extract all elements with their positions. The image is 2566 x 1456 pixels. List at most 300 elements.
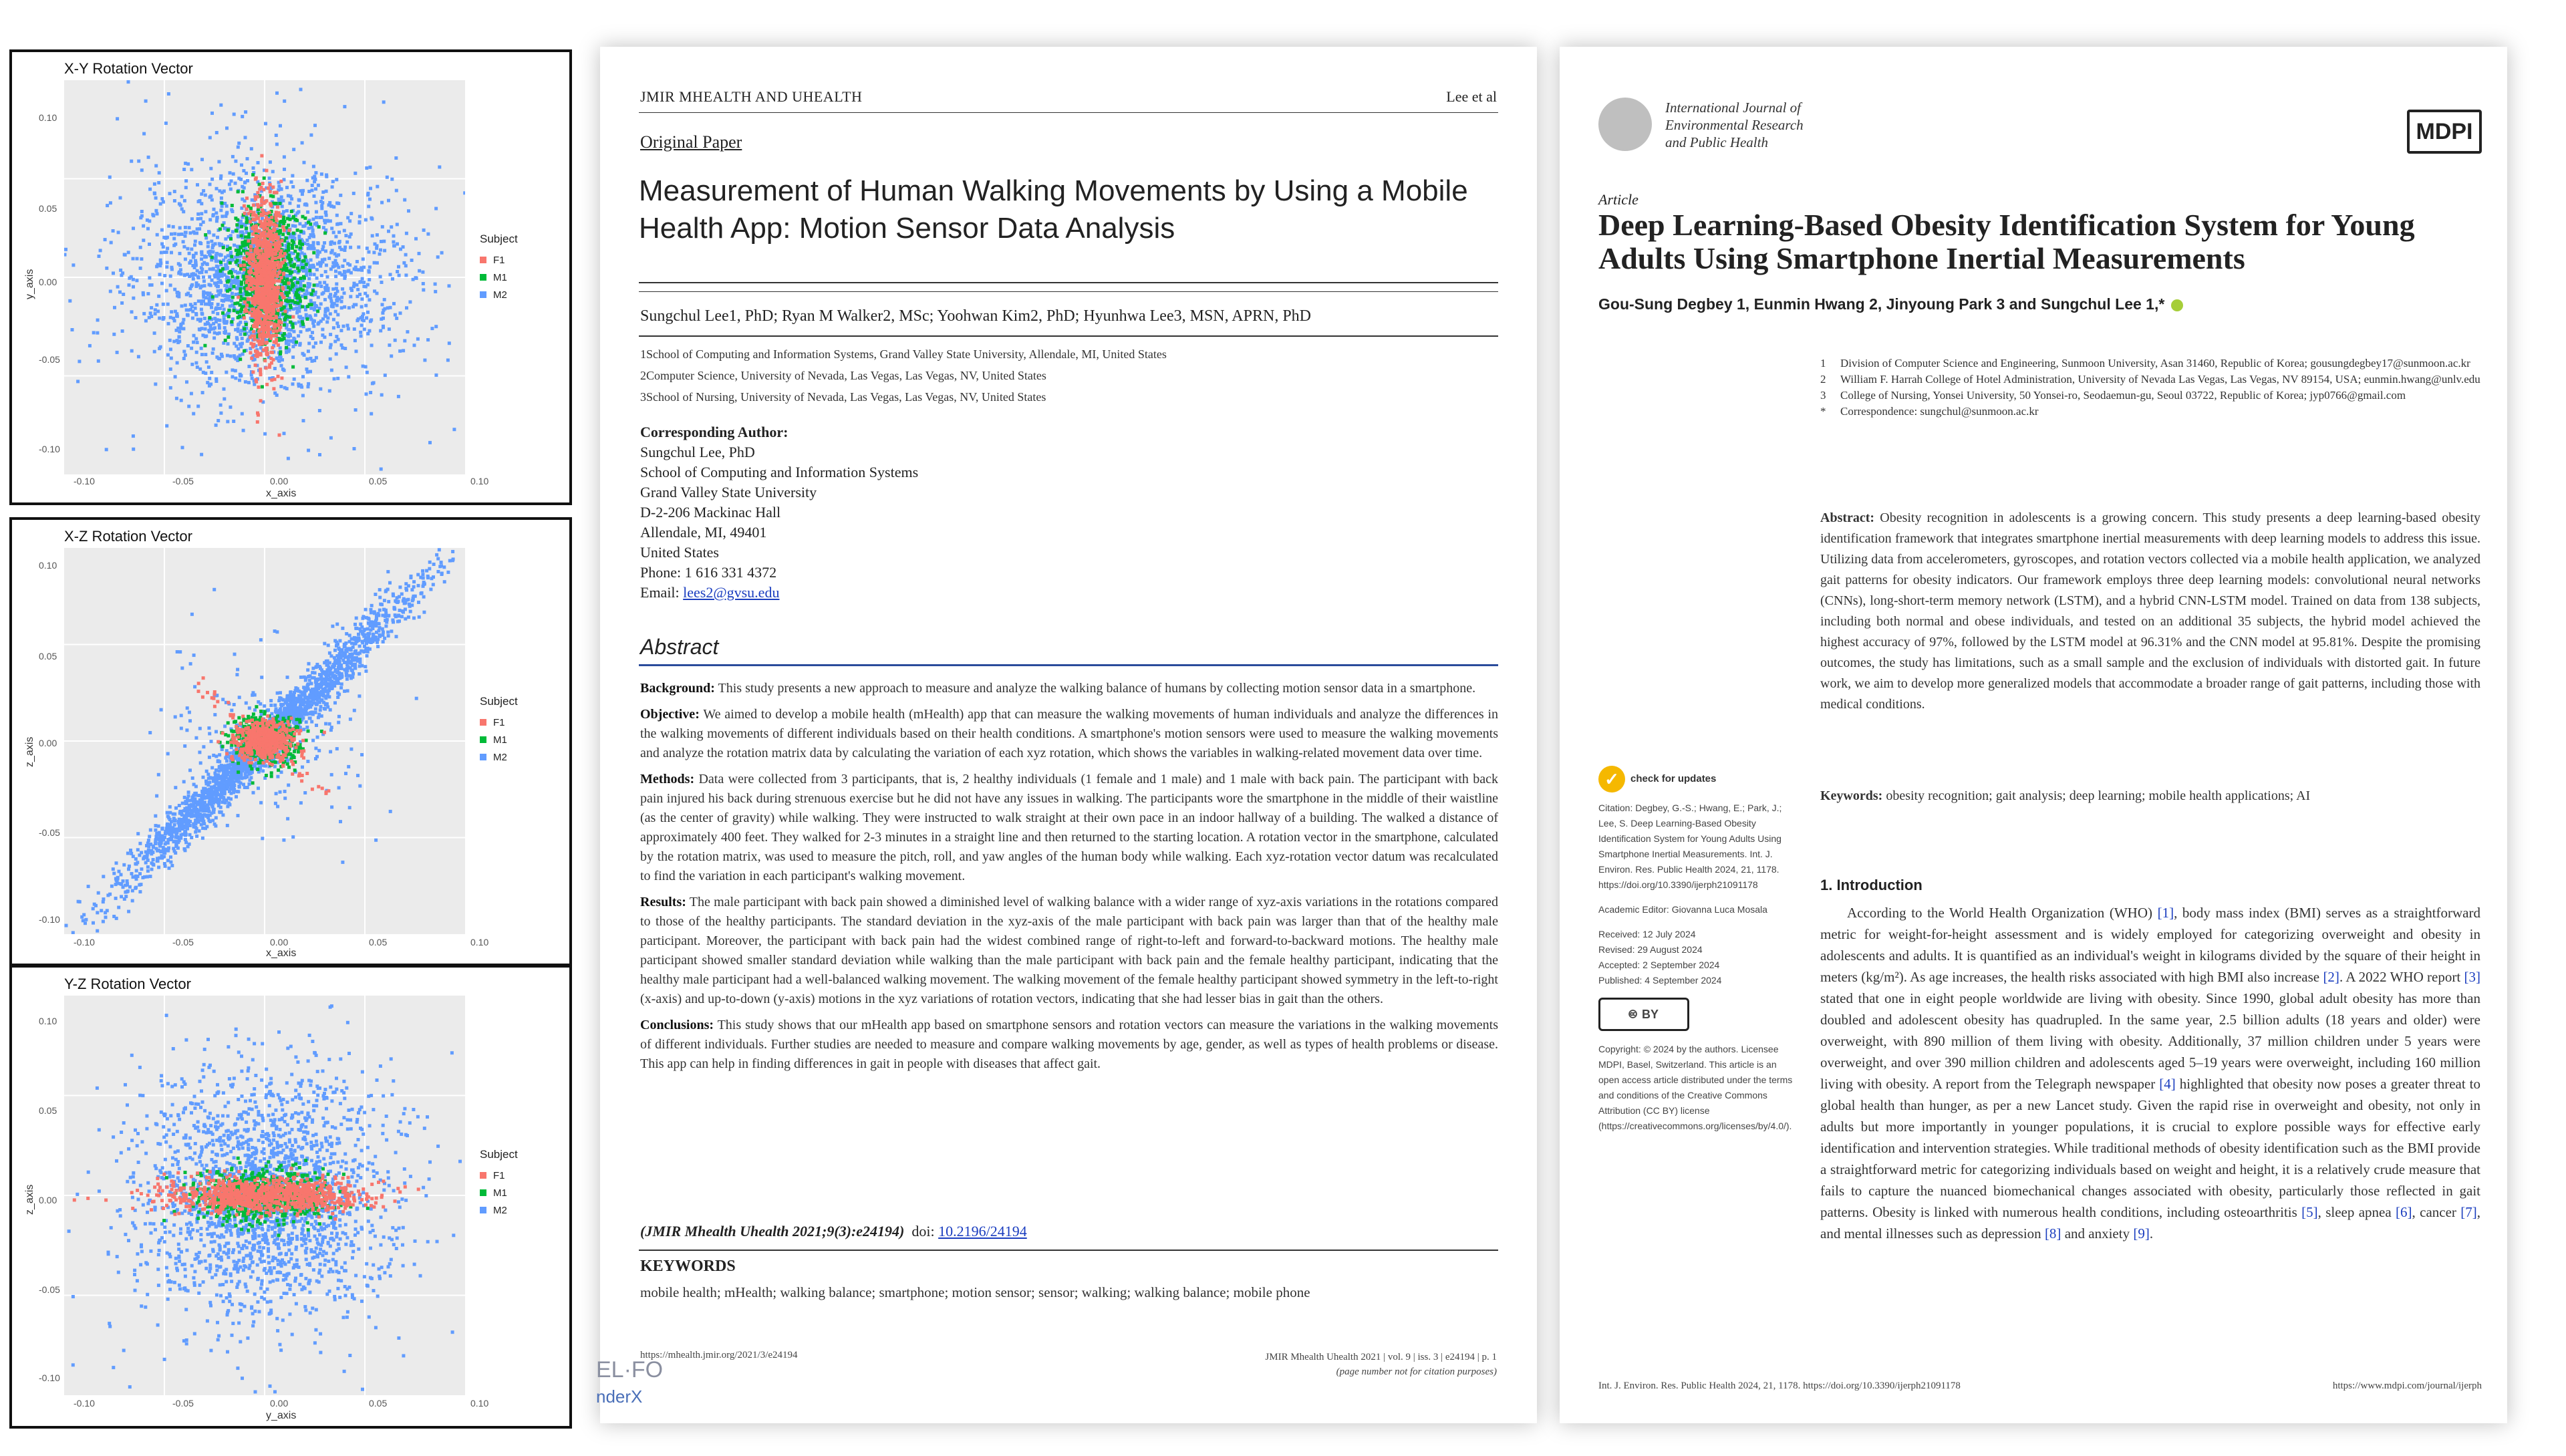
data-point-m2 (82, 913, 86, 917)
data-point-m2 (335, 623, 339, 626)
data-point-m2 (184, 179, 188, 182)
data-point-m2 (273, 392, 277, 395)
data-point-m2 (92, 907, 95, 910)
data-point-m2 (320, 172, 323, 176)
data-point-m2 (314, 341, 317, 345)
data-point-f1 (249, 245, 253, 249)
data-point-m2 (355, 627, 358, 630)
data-point-f1 (254, 198, 257, 201)
data-point-f1 (251, 218, 255, 221)
data-point-m2 (323, 241, 326, 245)
data-point-m2 (213, 326, 217, 329)
data-point-f1 (265, 250, 268, 253)
data-point-m2 (398, 349, 402, 353)
data-point-m2 (138, 890, 142, 893)
data-point-m2 (430, 327, 434, 330)
data-point-m2 (178, 263, 182, 267)
data-point-m2 (383, 298, 386, 301)
data-point-m2 (321, 190, 325, 194)
data-point-m2 (353, 339, 357, 342)
data-point-m2 (109, 290, 112, 293)
data-point-m2 (318, 251, 321, 254)
data-point-m2 (355, 295, 359, 298)
data-point-m2 (397, 395, 400, 398)
data-point-m2 (440, 564, 443, 567)
data-point-m2 (297, 210, 301, 214)
data-point-m2 (315, 268, 319, 271)
data-point-m2 (349, 233, 353, 236)
data-point-m2 (221, 813, 225, 817)
data-point-m2 (182, 210, 185, 213)
data-point-m2 (315, 277, 319, 280)
data-point-m1 (309, 223, 312, 226)
data-point-m1 (203, 344, 206, 347)
data-point-m2 (238, 271, 241, 274)
data-point-m2 (305, 357, 309, 361)
data-point-m1 (295, 219, 299, 223)
data-point-m2 (325, 284, 329, 287)
legend-swatch (480, 291, 486, 298)
data-point-f1 (249, 249, 253, 252)
data-point-f1 (278, 434, 281, 437)
data-point-m2 (212, 208, 216, 211)
data-point-m2 (362, 629, 366, 632)
data-point-m1 (283, 337, 286, 340)
data-point-m2 (283, 155, 286, 158)
data-point-m1 (293, 250, 297, 253)
data-point-m2 (206, 303, 210, 306)
y-tick: 0.05 (39, 203, 57, 214)
data-point-m2 (320, 216, 323, 219)
data-point-f1 (269, 202, 273, 206)
data-point-m2 (182, 357, 186, 360)
data-point-m2 (178, 252, 182, 255)
data-point-m2 (231, 210, 234, 213)
data-point-m2 (368, 298, 371, 301)
data-point-m2 (64, 248, 67, 251)
data-point-m2 (438, 548, 441, 551)
data-point-m2 (292, 235, 295, 239)
data-point-m2 (361, 315, 364, 318)
data-point-m2 (223, 326, 227, 329)
data-point-f1 (275, 316, 278, 319)
data-point-m2 (202, 371, 205, 374)
data-point-m2 (422, 229, 426, 232)
data-point-m2 (309, 307, 313, 310)
data-point-m2 (165, 424, 168, 428)
x-axis-label: x_axis (266, 488, 297, 499)
data-point-m1 (278, 224, 281, 227)
data-point-m2 (367, 192, 370, 195)
data-point-m1 (261, 385, 264, 388)
data-point-m2 (187, 790, 190, 794)
data-point-m2 (320, 274, 323, 277)
data-point-m2 (364, 304, 368, 307)
data-point-m2 (275, 92, 279, 95)
data-point-m2 (297, 237, 301, 240)
data-point-m2 (337, 325, 340, 328)
data-point-m2 (221, 214, 224, 218)
data-point-m2 (336, 313, 339, 317)
data-point-m2 (137, 355, 140, 358)
data-point-m2 (242, 429, 245, 432)
data-point-m2 (150, 315, 153, 318)
data-point-m2 (188, 843, 191, 846)
data-point-m2 (384, 625, 388, 628)
data-point-m2 (315, 702, 319, 705)
data-point-f1 (249, 210, 253, 213)
data-point-f1 (270, 216, 273, 219)
data-point-m2 (355, 349, 358, 353)
data-point-m1 (286, 256, 289, 259)
data-point-m2 (219, 404, 223, 407)
data-point-f1 (265, 199, 268, 202)
data-point-m2 (418, 269, 421, 273)
legend-label: F1 (493, 254, 505, 266)
data-point-f1 (279, 252, 282, 255)
data-point-m2 (158, 317, 161, 320)
data-point-m2 (381, 225, 384, 229)
data-point-m2 (220, 196, 223, 200)
data-point-m2 (309, 259, 313, 262)
data-point-m2 (362, 257, 365, 261)
data-point-m2 (236, 337, 239, 341)
data-point-f1 (283, 229, 286, 232)
data-point-f1 (280, 276, 283, 279)
data-point-m2 (157, 181, 160, 184)
data-point-f1 (251, 301, 255, 305)
data-point-m1 (226, 280, 229, 283)
data-point-m2 (285, 186, 289, 189)
data-point-m2 (365, 392, 368, 396)
data-point-m2 (231, 292, 234, 295)
data-point-m2 (244, 380, 247, 384)
data-point-m2 (132, 855, 135, 858)
data-point-m2 (357, 633, 360, 636)
data-point-m2 (404, 582, 408, 585)
data-point-m2 (319, 285, 323, 288)
data-point-m2 (194, 302, 197, 305)
data-point-f1 (249, 221, 252, 224)
data-point-m2 (241, 115, 244, 118)
data-point-m2 (206, 241, 210, 245)
data-point-m2 (226, 354, 229, 357)
data-point-m1 (283, 318, 287, 321)
data-point-m2 (380, 281, 384, 284)
data-point-m2 (215, 211, 218, 214)
data-point-m1 (290, 271, 293, 274)
data-point-f1 (255, 214, 258, 218)
data-point-f1 (268, 322, 271, 325)
data-point-m2 (130, 310, 134, 313)
data-point-m2 (189, 259, 192, 263)
data-point-m2 (169, 855, 172, 859)
data-point-m2 (298, 198, 301, 202)
data-point-m2 (235, 795, 238, 798)
data-point-m1 (279, 229, 282, 232)
data-point-m2 (206, 245, 210, 249)
data-point-m2 (131, 899, 134, 903)
data-point-m2 (336, 377, 339, 380)
data-point-m2 (216, 318, 219, 321)
data-point-m2 (121, 271, 124, 275)
data-point-m2 (305, 268, 308, 271)
data-point-m1 (237, 249, 241, 252)
data-point-f1 (275, 191, 279, 194)
data-point-m2 (379, 275, 382, 279)
data-point-m2 (194, 337, 198, 341)
data-point-m2 (394, 339, 397, 342)
data-point-m2 (194, 285, 198, 288)
data-point-f1 (274, 252, 277, 255)
data-point-f1 (243, 268, 246, 271)
data-point-m2 (170, 310, 173, 313)
data-point-m2 (196, 212, 200, 216)
data-point-m2 (169, 316, 172, 319)
data-point-m2 (329, 219, 332, 223)
data-point-m2 (212, 233, 215, 237)
data-point-m1 (251, 173, 255, 176)
data-point-m2 (173, 199, 176, 202)
data-point-m2 (157, 295, 160, 298)
data-point-m2 (206, 381, 209, 384)
data-point-m2 (345, 632, 348, 635)
data-point-f1 (255, 299, 258, 303)
data-point-m2 (311, 176, 315, 180)
data-point-m1 (247, 293, 250, 296)
data-point-m1 (242, 249, 245, 253)
plot-panel (64, 548, 465, 934)
data-point-m2 (361, 277, 364, 281)
data-point-m1 (221, 224, 225, 227)
legend-label: M1 (493, 271, 507, 283)
data-point-f1 (277, 271, 281, 275)
data-point-m2 (335, 214, 339, 217)
data-point-m2 (251, 377, 254, 380)
data-point-m2 (368, 198, 372, 201)
data-point-f1 (275, 341, 278, 345)
data-point-m2 (380, 240, 383, 243)
data-point-m2 (216, 312, 219, 315)
data-point-m2 (324, 211, 327, 214)
data-point-f1 (272, 358, 275, 361)
data-point-m2 (122, 885, 125, 889)
data-point-m2 (247, 782, 251, 786)
data-point-f1 (259, 373, 263, 376)
data-point-f1 (256, 203, 259, 206)
data-point-m2 (422, 288, 425, 291)
data-point-m1 (222, 246, 225, 249)
data-point-m2 (167, 322, 170, 325)
data-point-f1 (272, 329, 275, 333)
data-point-m2 (113, 306, 116, 309)
data-point-m2 (329, 436, 333, 440)
data-point-m2 (313, 124, 317, 127)
data-point-m2 (432, 563, 436, 566)
data-point-m2 (229, 188, 233, 191)
data-point-f1 (266, 303, 269, 307)
data-point-m2 (209, 194, 212, 198)
data-point-m2 (68, 299, 72, 303)
data-point-m2 (215, 265, 219, 268)
data-point-m2 (204, 327, 207, 331)
data-point-m2 (116, 117, 119, 120)
data-point-m2 (202, 279, 206, 283)
data-point-m2 (301, 394, 305, 398)
data-point-m2 (351, 305, 355, 309)
data-point-m1 (293, 263, 296, 266)
data-point-m2 (233, 244, 236, 247)
data-point-m2 (232, 172, 235, 176)
data-point-m2 (434, 207, 438, 210)
data-point-m2 (366, 295, 369, 298)
data-point-m2 (434, 374, 438, 377)
data-point-m2 (241, 412, 244, 416)
data-point-m2 (434, 325, 438, 328)
data-point-m2 (117, 231, 120, 234)
data-point-m2 (167, 92, 170, 96)
data-point-m2 (268, 176, 271, 180)
data-point-m2 (183, 199, 186, 202)
data-point-m2 (192, 231, 195, 234)
data-point-m2 (212, 311, 215, 314)
data-point-m2 (163, 862, 166, 865)
data-point-m2 (372, 381, 376, 384)
legend-title: Subject (480, 233, 518, 245)
data-point-m1 (290, 210, 293, 213)
data-point-m2 (215, 259, 218, 263)
data-point-m2 (170, 268, 174, 271)
data-point-m2 (309, 273, 312, 276)
data-point-m2 (212, 322, 215, 325)
data-point-m2 (370, 412, 373, 416)
data-point-m2 (346, 270, 349, 273)
data-point-m2 (180, 323, 183, 326)
data-point-m1 (310, 293, 313, 296)
data-point-m1 (303, 284, 306, 287)
data-point-m2 (354, 408, 358, 412)
data-point-m2 (215, 380, 218, 383)
data-point-f1 (253, 343, 256, 346)
data-point-m2 (422, 611, 426, 614)
data-point-m2 (190, 168, 193, 171)
data-point-m2 (159, 202, 162, 206)
data-point-m2 (152, 858, 155, 861)
data-point-m2 (301, 375, 305, 378)
data-point-m2 (237, 146, 240, 149)
data-point-m2 (170, 251, 173, 255)
data-point-m2 (417, 601, 420, 604)
data-point-m2 (404, 253, 408, 257)
data-point-m2 (342, 325, 345, 328)
data-point-m2 (312, 345, 315, 349)
data-point-m1 (236, 253, 239, 256)
data-point-m2 (224, 331, 227, 335)
data-point-m2 (405, 232, 408, 235)
data-point-m2 (190, 392, 193, 396)
data-point-m2 (345, 241, 349, 244)
data-point-m2 (380, 201, 384, 204)
data-point-m2 (252, 166, 255, 170)
data-point-m2 (312, 325, 315, 328)
data-point-m2 (173, 319, 176, 323)
data-point-m2 (169, 347, 172, 351)
data-point-m2 (344, 234, 347, 237)
data-point-f1 (273, 326, 276, 329)
data-point-m2 (335, 223, 339, 226)
data-point-m2 (409, 610, 412, 613)
data-point-m2 (208, 136, 212, 140)
data-point-m2 (139, 246, 142, 249)
data-point-m2 (241, 198, 244, 201)
data-point-m2 (186, 313, 189, 317)
data-point-m2 (168, 811, 172, 815)
data-point-m2 (325, 315, 328, 318)
data-point-m2 (339, 329, 343, 332)
data-point-f1 (267, 281, 270, 284)
data-point-m2 (422, 595, 426, 599)
data-point-m2 (307, 349, 310, 353)
data-point-m2 (336, 696, 339, 699)
data-point-m2 (241, 769, 245, 772)
data-point-m2 (208, 299, 211, 303)
data-point-m2 (426, 338, 430, 341)
data-point-m2 (231, 230, 235, 233)
data-point-m1 (233, 309, 236, 312)
data-point-m2 (205, 360, 208, 363)
data-point-m2 (204, 237, 208, 240)
data-point-f1 (256, 420, 259, 424)
data-point-m2 (348, 263, 351, 267)
data-point-m2 (335, 335, 338, 338)
data-point-m2 (210, 371, 213, 374)
data-point-m1 (313, 283, 316, 287)
data-point-m2 (132, 285, 135, 289)
data-point-f1 (256, 355, 259, 358)
data-point-m1 (301, 289, 305, 292)
data-point-m2 (195, 232, 198, 235)
data-point-m2 (169, 275, 172, 278)
data-point-m1 (240, 283, 243, 286)
data-point-m2 (198, 241, 202, 245)
data-point-m2 (281, 358, 284, 361)
data-point-f1 (282, 255, 285, 258)
data-point-f1 (262, 253, 265, 256)
data-point-m2 (372, 633, 375, 636)
plot-panel (64, 80, 465, 474)
data-point-m1 (297, 301, 300, 305)
data-point-m2 (357, 317, 360, 321)
data-point-m2 (154, 308, 157, 311)
data-point-m2 (167, 816, 170, 819)
data-point-m2 (164, 832, 167, 835)
data-point-m2 (190, 347, 193, 350)
data-point-f1 (243, 263, 246, 267)
data-point-m2 (168, 339, 172, 342)
data-point-m2 (276, 692, 279, 695)
data-point-m2 (119, 269, 122, 272)
data-point-m2 (247, 381, 251, 384)
data-point-m2 (196, 227, 199, 231)
data-point-m2 (368, 251, 371, 254)
data-point-m2 (182, 327, 185, 330)
data-point-m2 (334, 235, 337, 239)
data-point-m2 (219, 307, 222, 310)
data-point-m2 (132, 448, 135, 451)
data-point-m2 (329, 312, 332, 315)
data-point-f1 (257, 267, 260, 270)
data-point-m2 (201, 827, 204, 830)
